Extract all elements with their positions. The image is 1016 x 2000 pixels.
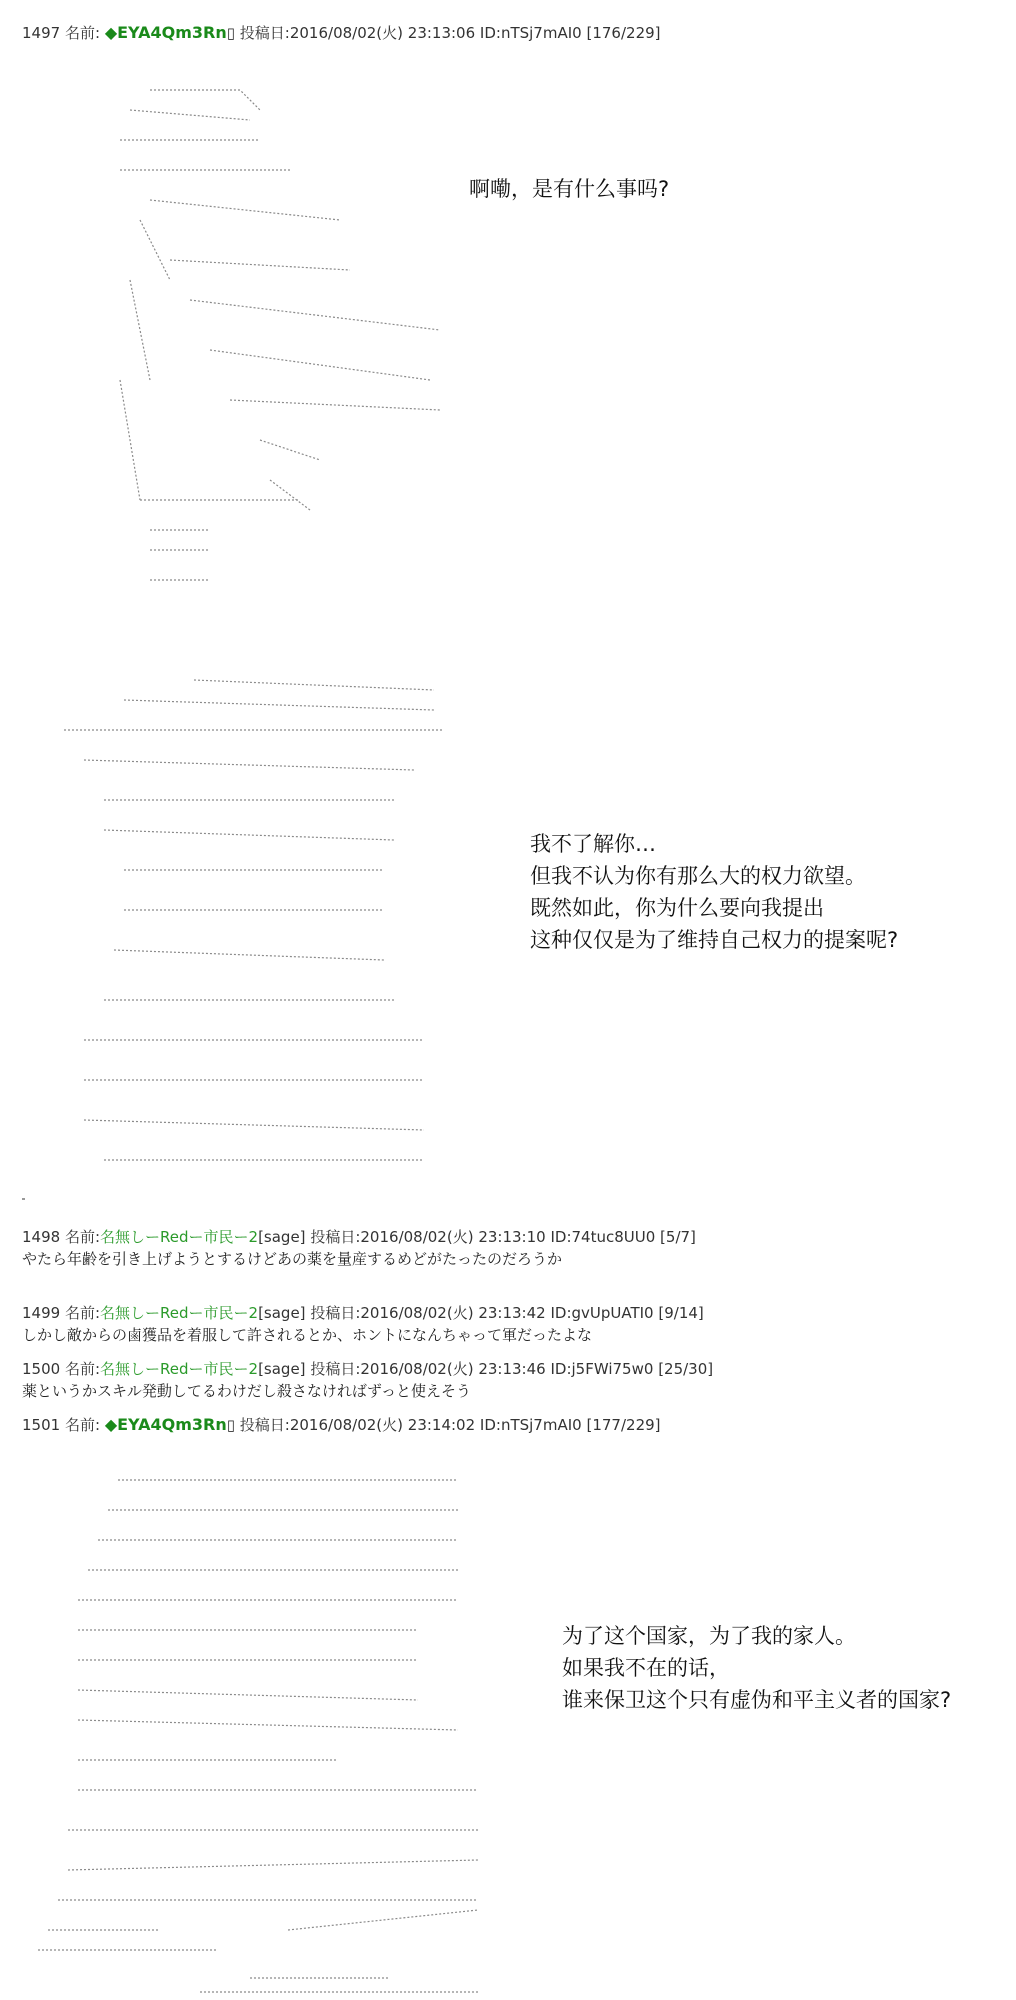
post-count: [5/7] xyxy=(660,1228,696,1246)
speech-text-1 xyxy=(469,173,669,205)
speech-text-3 xyxy=(562,1620,951,1716)
poster-id: ID:gvUpUATI0 xyxy=(550,1304,654,1322)
sage-tag: [sage] xyxy=(258,1360,306,1378)
separator-dot xyxy=(22,1198,25,1200)
name-label: 名前: xyxy=(64,1304,101,1322)
post-header-1499 xyxy=(22,1302,704,1323)
poster-id: ID:nTSj7mAI0 xyxy=(479,1416,582,1434)
date-label: 投稿日: xyxy=(239,1416,290,1434)
poster-name[interactable]: ◆EYA4Qm3Rn xyxy=(104,1415,227,1434)
poster-id: ID:nTSj7mAI0 xyxy=(479,24,582,42)
speech-line: 但我不认为你有那么大的权力欲望。 xyxy=(530,864,866,888)
speech-line: 为了这个国家，为了我的家人。 xyxy=(562,1624,856,1648)
post-header-1501 xyxy=(22,1414,661,1435)
poster-name[interactable]: 名無しーRedー市民ー2 xyxy=(100,1228,259,1246)
post-number: 1498 xyxy=(22,1228,61,1246)
speech-line: 谁来保卫这个只有虚伪和平主义者的国家? xyxy=(562,1688,952,1712)
poster-name[interactable]: 名無しーRedー市民ー2 xyxy=(100,1360,259,1378)
post-number: 1501 xyxy=(22,1416,61,1434)
date-label: 投稿日: xyxy=(310,1304,361,1322)
post-count: [25/30] xyxy=(658,1360,714,1378)
name-suffix: ▯ xyxy=(226,1416,235,1434)
date-label: 投稿日: xyxy=(310,1360,361,1378)
post-header-1498 xyxy=(22,1226,696,1247)
post-date: 2016/08/02(火) 23:14:02 xyxy=(289,1416,476,1434)
ascii-art-character-3 xyxy=(38,1470,498,1960)
post-date: 2016/08/02(火) 23:13:42 xyxy=(360,1304,546,1322)
post-number: 1499 xyxy=(22,1304,61,1322)
ascii-art-character-4 xyxy=(190,1972,490,2000)
post-count: [9/14] xyxy=(658,1304,704,1322)
speech-text-2 xyxy=(530,828,898,956)
speech-line: 既然如此，你为什么要向我提出 xyxy=(530,896,824,920)
speech-line: 如果我不在的话， xyxy=(562,1656,730,1680)
post-date: 2016/08/02(火) 23:13:06 xyxy=(289,24,476,42)
date-label: 投稿日: xyxy=(239,24,290,42)
name-label: 名前: xyxy=(64,1416,101,1434)
post-body-1500: 薬というかスキル発動してるわけだし殺さなければずっと使えそう xyxy=(22,1382,471,1400)
speech-line: 我不了解你… xyxy=(530,832,656,856)
poster-name[interactable]: ◆EYA4Qm3Rn xyxy=(104,23,227,42)
speech-line: 啊嘞，是有什么事吗? xyxy=(469,177,670,201)
post-date: 2016/08/02(火) 23:13:10 xyxy=(360,1228,546,1246)
post-count: [177/229] xyxy=(586,1416,661,1434)
name-suffix: ▯ xyxy=(226,24,235,42)
post-count: [176/229] xyxy=(586,24,661,42)
post-number: 1497 xyxy=(22,24,61,42)
post-body-1499: しかし敵からの鹵獲品を着服して許されるとか、ホントになんちゃって軍だったよな xyxy=(22,1326,593,1344)
ascii-art-character-2 xyxy=(64,670,454,1170)
poster-id: ID:74tuc8UU0 xyxy=(550,1228,656,1246)
name-label: 名前: xyxy=(64,24,101,42)
post-body-1498: やたら年齢を引き上げようとするけどあの薬を量産するめどがたったのだろうか xyxy=(22,1250,563,1268)
post-number: 1500 xyxy=(22,1360,61,1378)
post-header-1497 xyxy=(22,22,661,43)
sage-tag: [sage] xyxy=(258,1228,306,1246)
post-header-1500 xyxy=(22,1358,713,1379)
poster-id: ID:j5FWi75w0 xyxy=(550,1360,654,1378)
name-label: 名前: xyxy=(64,1360,101,1378)
date-label: 投稿日: xyxy=(310,1228,361,1246)
post-date: 2016/08/02(火) 23:13:46 xyxy=(360,1360,546,1378)
ascii-art-character-1 xyxy=(110,80,450,600)
poster-name[interactable]: 名無しーRedー市民ー2 xyxy=(100,1304,259,1322)
name-label: 名前: xyxy=(64,1228,101,1246)
sage-tag: [sage] xyxy=(258,1304,306,1322)
speech-line: 这种仅仅是为了维持自己权力的提案呢? xyxy=(530,928,899,952)
